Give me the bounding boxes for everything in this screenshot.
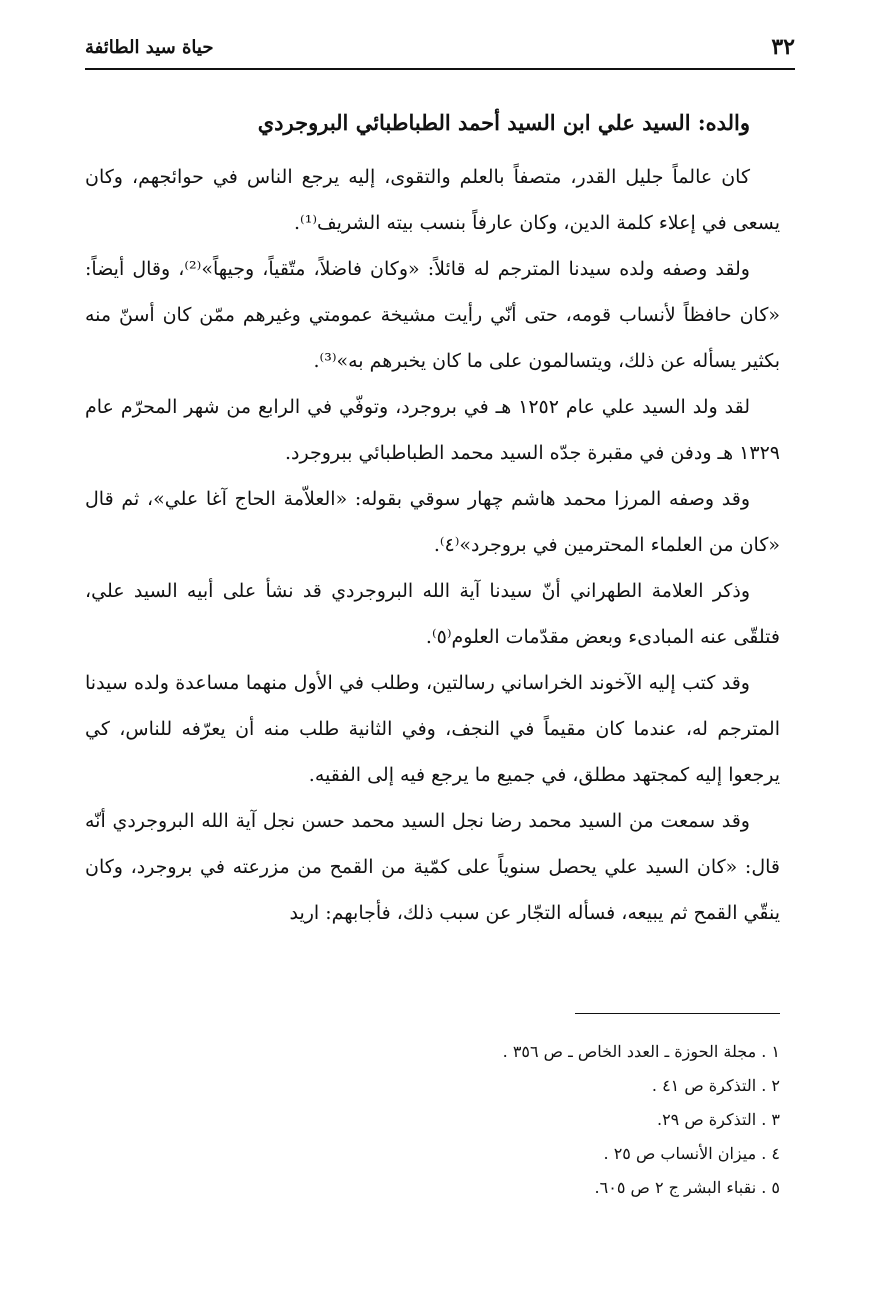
footnote: ٥ . نقباء البشر ج ٢ ص ٦٠٥. xyxy=(594,1178,780,1197)
footnote: ٣ . التذكرة ص ٢٩. xyxy=(656,1110,780,1129)
page-number: ٣٢ xyxy=(771,34,795,60)
paragraph: وذكر العلامة الطهراني أنّ سيدنا آية الله البروجردي قد نشأ على أبيه السيد علي، فتلقّى عنه المبادىء وبعض مقدّمات العلوم⁽٥⁾. xyxy=(85,580,780,648)
footnotes xyxy=(85,1035,780,1205)
paragraph: لقد ولد السيد علي عام ١٢٥٢ هـ في بروجرد، وتوفّي في الرابع من شهر المحرّم عام ١٣٢٩ هـ ودفن في مقبرة جدّه السيد محمد الطباطبائي ببروجرد. xyxy=(85,396,780,464)
paragraph: وقد وصفه المرزا محمد هاشم چهار سوقي بقوله: «العلاّمة الحاج آغا علي»، ثم قال «كان من العلماء المحترمين في بروجرد»⁽٤⁾. xyxy=(85,488,780,556)
paragraph: ولقد وصفه ولده سيدنا المترجم له قائلاً: «وكان فاضلاً، متّقياً، وجيهاً»⁽²⁾، وقال أيضاً: «كان حافظاً لأنساب قومه، حتى أنّي رأيت مشيخة عمومتي وغيرهم ممّن كان أسنّ منه بكثير يسأله عن ذلك، ويتسالمون على ما كان يخبرهم به»⁽³⁾. xyxy=(85,258,780,372)
footnote: ٢ . التذكرة ص ٤١ . xyxy=(651,1076,780,1095)
page-header xyxy=(85,30,795,70)
footnote: ١ . مجلة الحوزة ـ العدد الخاص ـ ص ٣٥٦ . xyxy=(502,1042,780,1061)
section-heading: والده: السيد علي ابن السيد أحمد الطباطبائي البروجردي xyxy=(257,110,750,135)
footnote-divider xyxy=(575,1013,780,1014)
paragraph: وقد كتب إليه الآخوند الخراساني رسالتين، وطلب في الأول منهما مساعدة ولده سيدنا المترجم له، عندما كان مقيماً في النجف، وفي الثانية طلب منه أن يعرّفه للناس، كي يرجعوا إليه كمجتهد مطلق، في جميع ما يرجع فيه إلى الفقيه. xyxy=(85,672,780,786)
paragraph: كان عالماً جليل القدر، متصفاً بالعلم والتقوى، إليه يرجع الناس في حوائجهم، وكان يسعى في إعلاء كلمة الدين، وكان عارفاً بنسب بيته الشريف⁽¹⁾. xyxy=(85,166,780,234)
running-title: حياة سيد الطائفة xyxy=(85,36,214,58)
footnote: ٤ . ميزان الأنساب ص ٢٥ . xyxy=(603,1144,780,1163)
paragraph: وقد سمعت من السيد محمد رضا نجل السيد محمد حسن نجل آية الله البروجردي أنّه قال: «كان السيد علي يحصل سنوياً على كمّية من القمح من مزرعته في بروجرد، وكان ينقّي القمح ثم يبيعه، فسأله التجّار عن سبب ذلك، فأجابهم: اريد xyxy=(85,810,780,924)
page-body xyxy=(85,98,780,936)
